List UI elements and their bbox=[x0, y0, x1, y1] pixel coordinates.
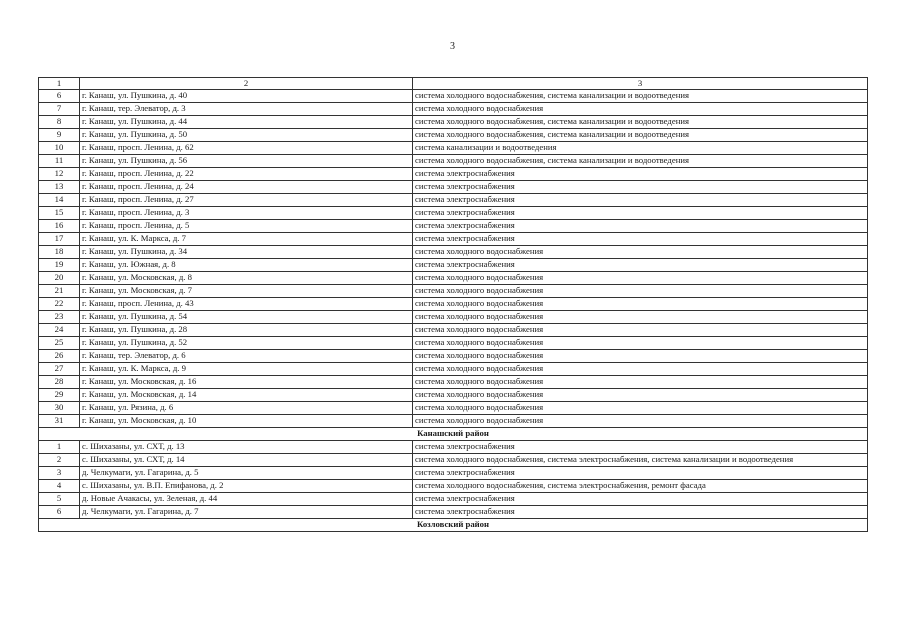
table-row bbox=[39, 181, 868, 194]
table-row bbox=[39, 246, 868, 259]
section-kozlovka-row bbox=[39, 519, 868, 532]
row-systems: система холодного водоснабжения bbox=[413, 389, 868, 402]
row-systems: система холодного водоснабжения bbox=[413, 324, 868, 337]
row-systems: система холодного водоснабжения, система канализации и водоотведения bbox=[413, 129, 868, 142]
row-number: 11 bbox=[39, 155, 80, 168]
row-address: с. Шихазаны, ул. СХТ, д. 13 bbox=[80, 441, 413, 454]
row-number: 29 bbox=[39, 389, 80, 402]
row-number: 6 bbox=[39, 506, 80, 519]
row-number: 20 bbox=[39, 272, 80, 285]
row-number: 4 bbox=[39, 480, 80, 493]
table-row bbox=[39, 90, 868, 103]
row-number: 27 bbox=[39, 363, 80, 376]
row-systems: система электроснабжения bbox=[413, 441, 868, 454]
row-number: 14 bbox=[39, 194, 80, 207]
table-row bbox=[39, 142, 868, 155]
table-row bbox=[39, 376, 868, 389]
row-systems: система электроснабжения bbox=[413, 467, 868, 480]
row-number: 3 bbox=[39, 467, 80, 480]
row-address: г. Канаш, ул. Московская, д. 7 bbox=[80, 285, 413, 298]
row-systems: система холодного водоснабжения bbox=[413, 337, 868, 350]
row-address: г. Канаш, ул. Пушкина, д. 54 bbox=[80, 311, 413, 324]
row-systems: система холодного водоснабжения bbox=[413, 415, 868, 428]
row-address: г. Канаш, просп. Ленина, д. 43 bbox=[80, 298, 413, 311]
row-address: с. Шихазаны, ул. СХТ, д. 14 bbox=[80, 454, 413, 467]
row-address: д. Челкумаги, ул. Гагарина, д. 5 bbox=[80, 467, 413, 480]
table-row bbox=[39, 415, 868, 428]
row-address: с. Шихазаны, ул. В.П. Епифанова, д. 2 bbox=[80, 480, 413, 493]
row-address: г. Канаш, ул. Пушкина, д. 50 bbox=[80, 129, 413, 142]
table-row bbox=[39, 363, 868, 376]
row-address: г. Канаш, просп. Ленина, д. 24 bbox=[80, 181, 413, 194]
row-systems: система холодного водоснабжения, система канализации и водоотведения bbox=[413, 155, 868, 168]
row-systems: система холодного водоснабжения bbox=[413, 246, 868, 259]
row-address: д. Челкумаги, ул. Гагарина, д. 7 bbox=[80, 506, 413, 519]
row-number: 25 bbox=[39, 337, 80, 350]
row-number: 17 bbox=[39, 233, 80, 246]
row-address: д. Новые Ачакасы, ул. Зеленая, д. 44 bbox=[80, 493, 413, 506]
row-number: 5 bbox=[39, 493, 80, 506]
row-address: г. Канаш, просп. Ленина, д. 3 bbox=[80, 207, 413, 220]
row-number: 18 bbox=[39, 246, 80, 259]
row-address: г. Канаш, ул. Пушкина, д. 44 bbox=[80, 116, 413, 129]
table-row bbox=[39, 337, 868, 350]
row-address: г. Канаш, тер. Элеватор, д. 3 bbox=[80, 103, 413, 116]
section-kozlovka-title: Козловский район bbox=[39, 519, 868, 532]
row-address: г. Канаш, ул. Пушкина, д. 52 bbox=[80, 337, 413, 350]
column-header-2: 2 bbox=[80, 78, 413, 90]
table-row bbox=[39, 402, 868, 415]
row-address: г. Канаш, просп. Ленина, д. 22 bbox=[80, 168, 413, 181]
addresses-table bbox=[38, 77, 868, 532]
row-address: г. Канаш, ул. Пушкина, д. 56 bbox=[80, 155, 413, 168]
row-number: 6 bbox=[39, 90, 80, 103]
row-number: 7 bbox=[39, 103, 80, 116]
row-number: 30 bbox=[39, 402, 80, 415]
column-header-3: 3 bbox=[413, 78, 868, 90]
table-row bbox=[39, 324, 868, 337]
row-systems: система холодного водоснабжения bbox=[413, 376, 868, 389]
table-row bbox=[39, 480, 868, 493]
table-row bbox=[39, 493, 868, 506]
row-number: 23 bbox=[39, 311, 80, 324]
row-address: г. Канаш, ул. Южная, д. 8 bbox=[80, 259, 413, 272]
row-address: г. Канаш, ул. Московская, д. 10 bbox=[80, 415, 413, 428]
row-address: г. Канаш, ул. Пушкина, д. 34 bbox=[80, 246, 413, 259]
table-row bbox=[39, 103, 868, 116]
row-address: г. Канаш, ул. Рязина, д. 6 bbox=[80, 402, 413, 415]
row-address: г. Канаш, ул. Московская, д. 14 bbox=[80, 389, 413, 402]
table-row bbox=[39, 207, 868, 220]
table-row bbox=[39, 454, 868, 467]
row-number: 8 bbox=[39, 116, 80, 129]
table-row bbox=[39, 467, 868, 480]
row-systems: система холодного водоснабжения bbox=[413, 402, 868, 415]
row-number: 13 bbox=[39, 181, 80, 194]
row-systems: система электроснабжения bbox=[413, 207, 868, 220]
row-number: 24 bbox=[39, 324, 80, 337]
section-kanash-row bbox=[39, 428, 868, 441]
row-systems: система холодного водоснабжения bbox=[413, 298, 868, 311]
row-number: 19 bbox=[39, 259, 80, 272]
table-row bbox=[39, 259, 868, 272]
row-systems: система электроснабжения bbox=[413, 220, 868, 233]
row-systems: система электроснабжения bbox=[413, 259, 868, 272]
table-row bbox=[39, 233, 868, 246]
table-row bbox=[39, 298, 868, 311]
row-number: 26 bbox=[39, 350, 80, 363]
table-row bbox=[39, 311, 868, 324]
table-row bbox=[39, 168, 868, 181]
row-address: г. Канаш, тер. Элеватор, д. 6 bbox=[80, 350, 413, 363]
table-row bbox=[39, 272, 868, 285]
row-systems: система холодного водоснабжения bbox=[413, 311, 868, 324]
table-row bbox=[39, 506, 868, 519]
row-address: г. Канаш, просп. Ленина, д. 62 bbox=[80, 142, 413, 155]
row-address: г. Канаш, ул. К. Маркса, д. 9 bbox=[80, 363, 413, 376]
row-number: 9 bbox=[39, 129, 80, 142]
table-row bbox=[39, 129, 868, 142]
row-address: г. Канаш, просп. Ленина, д. 5 bbox=[80, 220, 413, 233]
row-number: 2 bbox=[39, 454, 80, 467]
row-systems: система холодного водоснабжения bbox=[413, 272, 868, 285]
table-row bbox=[39, 285, 868, 298]
row-number: 12 bbox=[39, 168, 80, 181]
table-row bbox=[39, 194, 868, 207]
row-systems: система электроснабжения bbox=[413, 233, 868, 246]
row-systems: система электроснабжения bbox=[413, 194, 868, 207]
row-number: 10 bbox=[39, 142, 80, 155]
row-number: 28 bbox=[39, 376, 80, 389]
row-systems: система холодного водоснабжения bbox=[413, 350, 868, 363]
row-address: г. Канаш, ул. Московская, д. 16 bbox=[80, 376, 413, 389]
table-header-row bbox=[39, 78, 868, 90]
row-systems: система электроснабжения bbox=[413, 493, 868, 506]
row-number: 21 bbox=[39, 285, 80, 298]
row-systems: система холодного водоснабжения, система канализации и водоотведения bbox=[413, 90, 868, 103]
row-systems: система канализации и водоотведения bbox=[413, 142, 868, 155]
row-systems: система электроснабжения bbox=[413, 168, 868, 181]
table-row bbox=[39, 441, 868, 454]
row-address: г. Канаш, ул. Пушкина, д. 40 bbox=[80, 90, 413, 103]
row-systems: система холодного водоснабжения bbox=[413, 285, 868, 298]
page-number: 3 bbox=[450, 41, 455, 52]
table-row bbox=[39, 220, 868, 233]
row-address: г. Канаш, ул. Пушкина, д. 28 bbox=[80, 324, 413, 337]
row-address: г. Канаш, просп. Ленина, д. 27 bbox=[80, 194, 413, 207]
row-address: г. Канаш, ул. Московская, д. 8 bbox=[80, 272, 413, 285]
table-row bbox=[39, 389, 868, 402]
row-number: 1 bbox=[39, 441, 80, 454]
column-header-1: 1 bbox=[39, 78, 80, 90]
row-systems: система холодного водоснабжения, система канализации и водоотведения bbox=[413, 116, 868, 129]
table-row bbox=[39, 116, 868, 129]
row-number: 15 bbox=[39, 207, 80, 220]
row-systems: система электроснабжения bbox=[413, 506, 868, 519]
section-kanash-title: Канашский район bbox=[39, 428, 868, 441]
row-systems: система холодного водоснабжения, система электроснабжения, ремонт фасада bbox=[413, 480, 868, 493]
row-systems: система холодного водоснабжения bbox=[413, 103, 868, 116]
row-systems: система холодного водоснабжения bbox=[413, 363, 868, 376]
row-systems: система холодного водоснабжения, система электроснабжения, система канализации и водоотведения bbox=[413, 454, 868, 467]
table-row bbox=[39, 350, 868, 363]
row-number: 16 bbox=[39, 220, 80, 233]
row-address: г. Канаш, ул. К. Маркса, д. 7 bbox=[80, 233, 413, 246]
row-systems: система электроснабжения bbox=[413, 181, 868, 194]
row-number: 31 bbox=[39, 415, 80, 428]
table-row bbox=[39, 155, 868, 168]
row-number: 22 bbox=[39, 298, 80, 311]
